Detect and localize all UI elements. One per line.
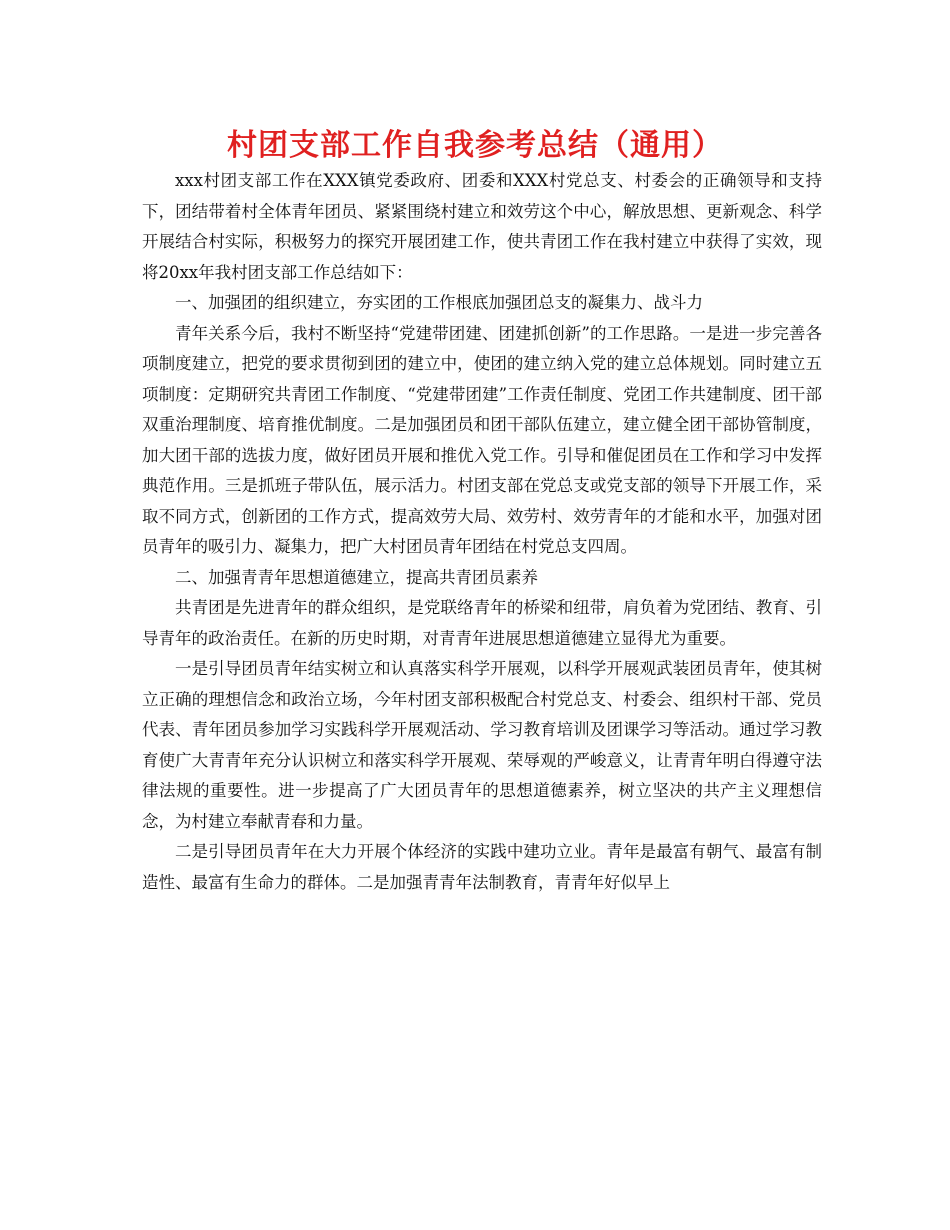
paragraph-intro: xxx村团支部工作在XXX镇党委政府、团委和XXX村党总支、村委会的正确领导和支持下，团结带着村全体青年团员、紧紧围绕村建立和效劳这个中心，解放思想、更新观念、科学开展结合村实际，积极努力的探究开展团建工作，使共青团工作在我村建立中获得了实效，现将20xx年我村团支部工作总结如下： [142, 171, 822, 282]
section-heading-1: 一、加强团的组织建立，夯实团的工作根底加强团总支的凝集力、战斗力 [175, 293, 703, 312]
paragraph-section-2-point-2: 二是引导团员青年在大力开展个体经济的实践中建功立业。青年是最富有朝气、最富有制造性、最富有生命力的群体。二是加强青青年法制教育，青青年好似早上 [142, 842, 822, 892]
document-title: 村团支部工作自我参考总结（通用） [227, 128, 723, 163]
document-body [142, 166, 822, 898]
paragraph-section-2-intro: 共青团是先进青年的群众组织，是党联络青年的桥梁和纽带，肩负着为党团结、教育、引导青年的政治责任。在新的历史时期，对青青年进展思想道德建立显得尤为重要。 [142, 598, 822, 648]
paragraph-section-2-point-1: 一是引导团员青年结实树立和认真落实科学开展观，以科学开展观武装团员青年，使其树立正确的理想信念和政治立场，今年村团支部积极配合村党总支、村委会、组织村干部、党员代表、青年团员参加学习实践科学开展观活动、学习教育培训及团课学习等活动。通过学习教育使广大青青年充分认识树立和落实科学开展观、荣辱观的严峻意义，让青青年明白得遵守法律法规的重要性。进一步提高了广大团员青年的思想道德素养，树立坚决的共产主义理想信念，为村建立奉献青春和力量。 [142, 659, 822, 831]
section-heading-2: 二、加强青青年思想道德建立，提高共青团员素养 [175, 567, 538, 587]
paragraph-section-1: 青年关系今后，我村不断坚持“党建带团建、团建抓创新”的工作思路。一是进一步完善各项制度建立，把党的要求贯彻到团的建立中，使团的建立纳入党的建立总体规划。同时建立五项制度：定期研究共青团工作制度、“党建带团建”工作责任制度、党团工作共建制度、团干部双重治理制度、培育推优制度。二是加强团员和团干部队伍建立，建立健全团干部协管制度，加大团干部的选拔力度，做好团员开展和推优入党工作。引导和催促团员在工作和学习中发挥典范作用。三是抓班子带队伍，展示活力。村团支部在党总支或党支部的领导下开展工作，采取不同方式，创新团的工作方式，提高效劳大局、效劳村、效劳青年的才能和水平，加强对团员青年的吸引力、凝集力，把广大村团员青年团结在村党总支四周。 [142, 323, 822, 556]
